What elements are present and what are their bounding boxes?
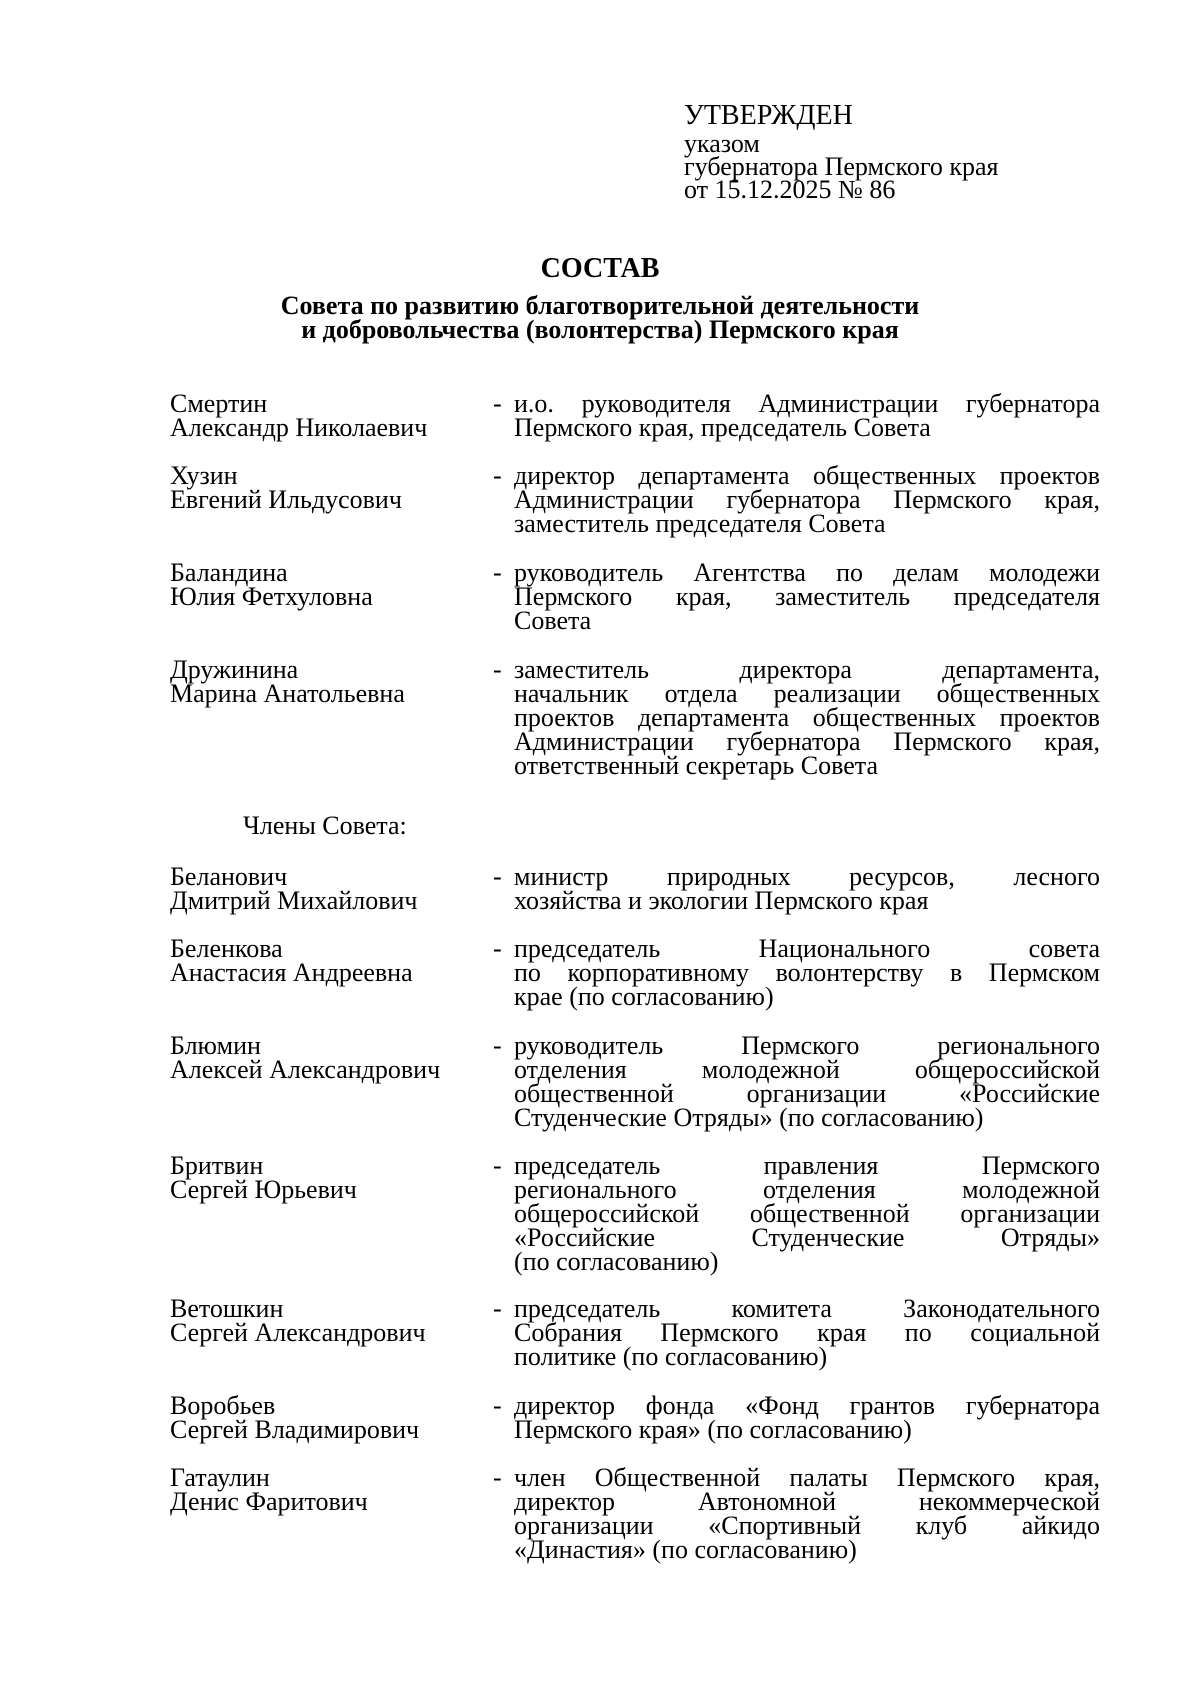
given-names: Алексей Александрович <box>170 1055 441 1084</box>
person-name <box>170 389 480 442</box>
position-description <box>514 389 1100 442</box>
description-line: руководитель Агентства по делам молодежи <box>514 558 1100 587</box>
position-description <box>514 461 1100 538</box>
given-names: Дмитрий Михайлович <box>170 886 418 915</box>
description-line: регионального отделения молодежной <box>514 1175 1100 1204</box>
position-description <box>514 1463 1100 1564</box>
given-names: Анастасия Андреевна <box>170 958 413 987</box>
dash-separator: - <box>493 1151 502 1180</box>
surname: Беланович <box>170 862 288 891</box>
dash-separator: - <box>493 1463 502 1492</box>
description-line: министр природных ресурсов, лесного <box>514 862 1100 891</box>
surname: Гатаулин <box>170 1463 270 1492</box>
description-line: заместитель председателя Совета <box>514 509 886 538</box>
dash-separator: - <box>493 1294 502 1323</box>
subtitle-line: Совета по развитию благотворительной деятельности <box>280 291 920 320</box>
dash-separator: - <box>493 1031 502 1060</box>
surname: Бритвин <box>170 1151 264 1180</box>
person-name <box>170 1151 480 1204</box>
description-line: Пермского края» (по согласованию) <box>514 1415 912 1444</box>
given-names: Сергей Юрьевич <box>170 1175 357 1204</box>
approval-title: УТВЕРЖДЕН <box>684 100 853 131</box>
dash-separator: - <box>493 655 502 684</box>
description-line: председатель комитета Законодательного <box>514 1294 1100 1323</box>
surname: Дружинина <box>170 655 299 684</box>
description-line: общественной организации «Российские <box>514 1079 1100 1108</box>
given-names: Сергей Владимирович <box>170 1415 420 1444</box>
dash-separator: - <box>493 934 502 963</box>
dash-separator: - <box>493 862 502 891</box>
description-line: начальник отдела реализации общественных <box>514 679 1100 708</box>
document-subtitle <box>0 291 1200 344</box>
dash-separator: - <box>493 558 502 587</box>
description-line: директор фонда «Фонд грантов губернатора <box>514 1391 1100 1420</box>
surname: Беленкова <box>170 934 283 963</box>
description-line: политике (по согласованию) <box>514 1342 828 1371</box>
dash-separator: - <box>493 1391 502 1420</box>
person-name <box>170 862 480 915</box>
description-line: «Династия» (по согласованию) <box>514 1535 857 1564</box>
approval-decree-line: указом <box>684 129 760 158</box>
position-description <box>514 1294 1100 1371</box>
description-line: Собрания Пермского края по социальной <box>514 1318 1100 1347</box>
description-line: хозяйства и экологии Пермского края <box>514 886 929 915</box>
description-line: проектов департамента общественных проектов <box>514 703 1100 732</box>
description-line: (по согласованию) <box>514 1247 719 1276</box>
person-name <box>170 1391 480 1444</box>
surname: Баландина <box>170 558 288 587</box>
description-line: директор департамента общественных проектов <box>514 461 1100 490</box>
surname: Ветошкин <box>170 1294 284 1323</box>
surname: Хузин <box>170 461 238 490</box>
description-line: Совета <box>514 606 592 635</box>
description-line: Администрации губернатора Пермского края, <box>514 727 1100 756</box>
given-names: Сергей Александрович <box>170 1318 426 1347</box>
position-description <box>514 1151 1100 1276</box>
given-names: Александр Николаевич <box>170 413 428 442</box>
approval-date-line: от 15.12.2025 № 86 <box>684 175 896 204</box>
position-description <box>514 1391 1100 1444</box>
description-line: организации «Спортивный клуб айкидо <box>514 1511 1100 1540</box>
person-name <box>170 1031 480 1084</box>
position-description <box>514 655 1100 780</box>
person-name <box>170 461 480 514</box>
description-line: председатель правления Пермского <box>514 1151 1100 1180</box>
given-names: Денис Фаритович <box>170 1487 368 1516</box>
description-line: ответственный секретарь Совета <box>514 751 879 780</box>
dash-separator: - <box>493 389 502 418</box>
person-name <box>170 558 480 611</box>
description-line: «Российские Студенческие Отряды» <box>514 1223 1100 1252</box>
given-names: Марина Анатольевна <box>170 679 405 708</box>
description-line: член Общественной палаты Пермского края, <box>514 1463 1100 1492</box>
description-line: председатель Национального совета <box>514 934 1100 963</box>
position-description <box>514 558 1100 635</box>
dash-separator: - <box>493 461 502 490</box>
surname: Воробьев <box>170 1391 276 1420</box>
position-description <box>514 1031 1100 1132</box>
person-name <box>170 655 480 708</box>
position-description <box>514 934 1100 1011</box>
position-description <box>514 862 1100 915</box>
description-line: Пермского края, заместитель председателя <box>514 582 1100 611</box>
description-line: и.о. руководителя Администрации губернатора <box>514 389 1100 418</box>
description-line: заместитель директора департамента, <box>514 655 1100 684</box>
description-line: по корпоративному волонтерству в Пермском <box>514 958 1100 987</box>
description-line: Пермского края, председатель Совета <box>514 413 931 442</box>
given-names: Юлия Фетхуловна <box>170 582 373 611</box>
description-line: крае (по согласованию) <box>514 982 774 1011</box>
person-name <box>170 1294 480 1347</box>
description-line: руководитель Пермского регионального <box>514 1031 1100 1060</box>
document-title: СОСТАВ <box>540 253 660 284</box>
approval-governor-line: губернатора Пермского края <box>684 152 999 181</box>
subtitle-line: и добровольчества (волонтерства) Пермского края <box>301 315 899 344</box>
surname: Смертин <box>170 389 268 418</box>
person-name <box>170 1463 480 1516</box>
description-line: директор Автономной некоммерческой <box>514 1487 1100 1516</box>
description-line: Администрации губернатора Пермского края, <box>514 485 1100 514</box>
description-line: общероссийской общественной организации <box>514 1199 1100 1228</box>
members-heading: Члены Совета: <box>243 811 407 840</box>
description-line: отделения молодежной общероссийской <box>514 1055 1100 1084</box>
surname: Блюмин <box>170 1031 261 1060</box>
given-names: Евгений Ильдусович <box>170 485 402 514</box>
approval-stamp <box>684 100 1144 204</box>
description-line: Студенческие Отряды» (по согласованию) <box>514 1103 984 1132</box>
person-name <box>170 934 480 987</box>
